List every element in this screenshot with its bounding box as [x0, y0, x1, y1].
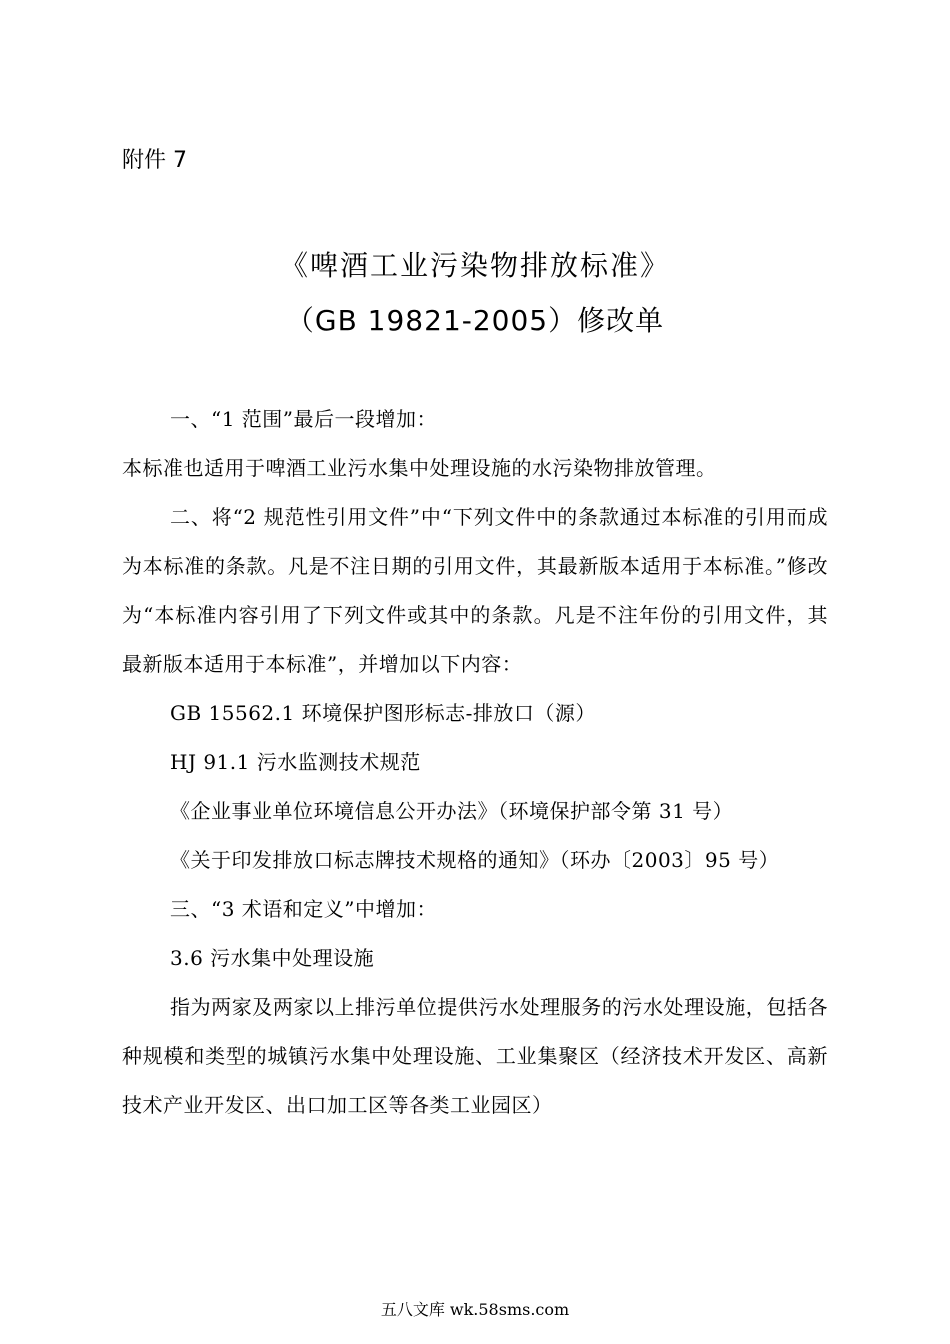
paragraph-section-3-heading: 三、“3 术语和定义”中增加： [170, 897, 438, 921]
document-body [122, 395, 828, 1130]
paragraph-section-2-content: 二、将“2 规范性引用文件”中“下列文件中的条款通过本标准的引用而成为本标准的条款。凡是不注日期的引用文件，其最新版本适用于本标准。”修改为“本标准内容引用了下列文件或其中的条款。凡是不注年份的引用文件，其最新版本适用于本标准”，并增加以下内容： [122, 505, 828, 676]
paragraph-section-1-heading: 一、“1 范围”最后一段增加： [170, 407, 438, 431]
footer-watermark: 五八文库 wk.58sms.com [380, 1300, 570, 1319]
paragraph-section-1-content: 本标准也适用于啤酒工业污水集中处理设施的水污染物排放管理。 [122, 456, 717, 480]
reference-item-outlet-sign-notice: 《关于印发排放口标志牌技术规格的通知》（环办〔2003〕95 号） [170, 848, 780, 872]
attachment-label: 附件 7 [122, 148, 187, 173]
reference-item-disclosure-measures: 《企业事业单位环境信息公开办法》（环境保护部令第 31 号） [170, 799, 734, 823]
document-subtitle: （GB 19821-2005）修改单 [285, 304, 665, 337]
reference-item-hj91: HJ 91.1 污水监测技术规范 [170, 750, 421, 774]
reference-item-gb15562: GB 15562.1 环境保护图形标志-排放口（源） [170, 701, 596, 725]
document-title: 《啤酒工业污染物排放标准》 [279, 249, 670, 282]
definition-text: 指为两家及两家以上排污单位提供污水处理服务的污水处理设施，包括各种规模和类型的城镇污水集中处理设施、工业集聚区（经济技术开发区、高新技术产业开发区、出口加工区等各类工业园区） [122, 995, 828, 1117]
definition-term: 3.6 污水集中处理设施 [170, 946, 375, 970]
